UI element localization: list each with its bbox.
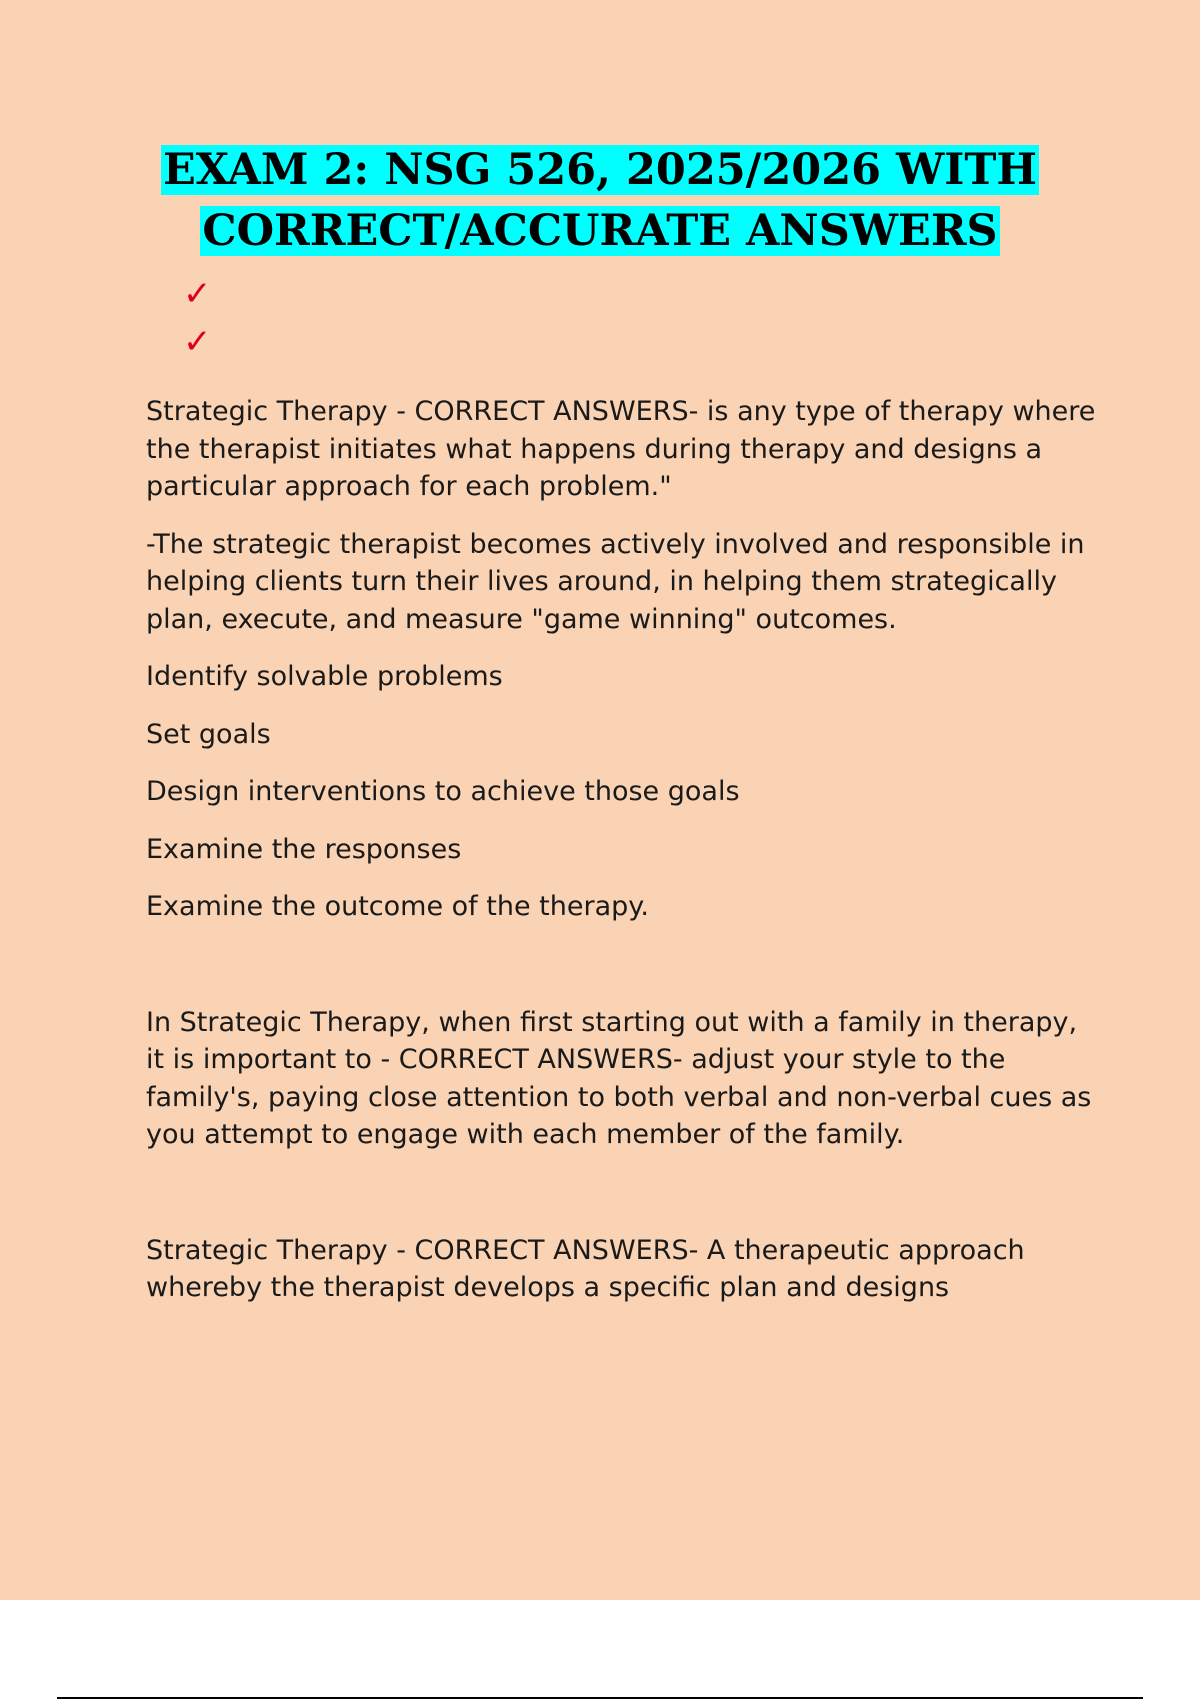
list-item-step: Design interventions to achieve those goals: [146, 776, 740, 807]
check-mark-icon: ✓: [183, 322, 212, 362]
list-item-step: Examine the outcome of the therapy.: [146, 891, 649, 922]
document-title: [0, 140, 1200, 262]
paragraph-description: -The strategic therapist becomes actively involved and responsible in helping clients turn their lives around, in helping them strategically plan, execute, and measure "game winning" outcomes.: [146, 528, 1085, 635]
paragraph-question: In Strategic Therapy, when first starting out with a family in therapy, it is important to - CORRECT ANSWERS- adjust your style to the family's, paying close attention to both verbal and non-verbal cues as you attempt to engage with each member of the family.: [146, 1006, 1092, 1150]
document-body: [146, 393, 1096, 1327]
list-item-step: Examine the responses: [146, 833, 462, 865]
paragraph-definition: Strategic Therapy - CORRECT ANSWERS- is any type of therapy where the therapist initiates what happens during therapy and designs a particular approach for each problem.": [146, 396, 1096, 502]
list-item-step: Identify solvable problems: [146, 661, 503, 692]
title-line-2: CORRECT/ACCURATE ANSWERS: [202, 206, 998, 256]
list-item-step: Set goals: [146, 718, 271, 750]
check-mark-icon: ✓: [183, 274, 212, 314]
check-mark-list: [183, 270, 243, 366]
footer-divider: [57, 1697, 1143, 1699]
title-line-1: EXAM 2: NSG 526, 2025/2026 WITH: [162, 145, 1038, 195]
paragraph-question: Strategic Therapy - CORRECT ANSWERS- A therapeutic approach whereby the therapist develops a specific plan and designs: [146, 1234, 1025, 1303]
